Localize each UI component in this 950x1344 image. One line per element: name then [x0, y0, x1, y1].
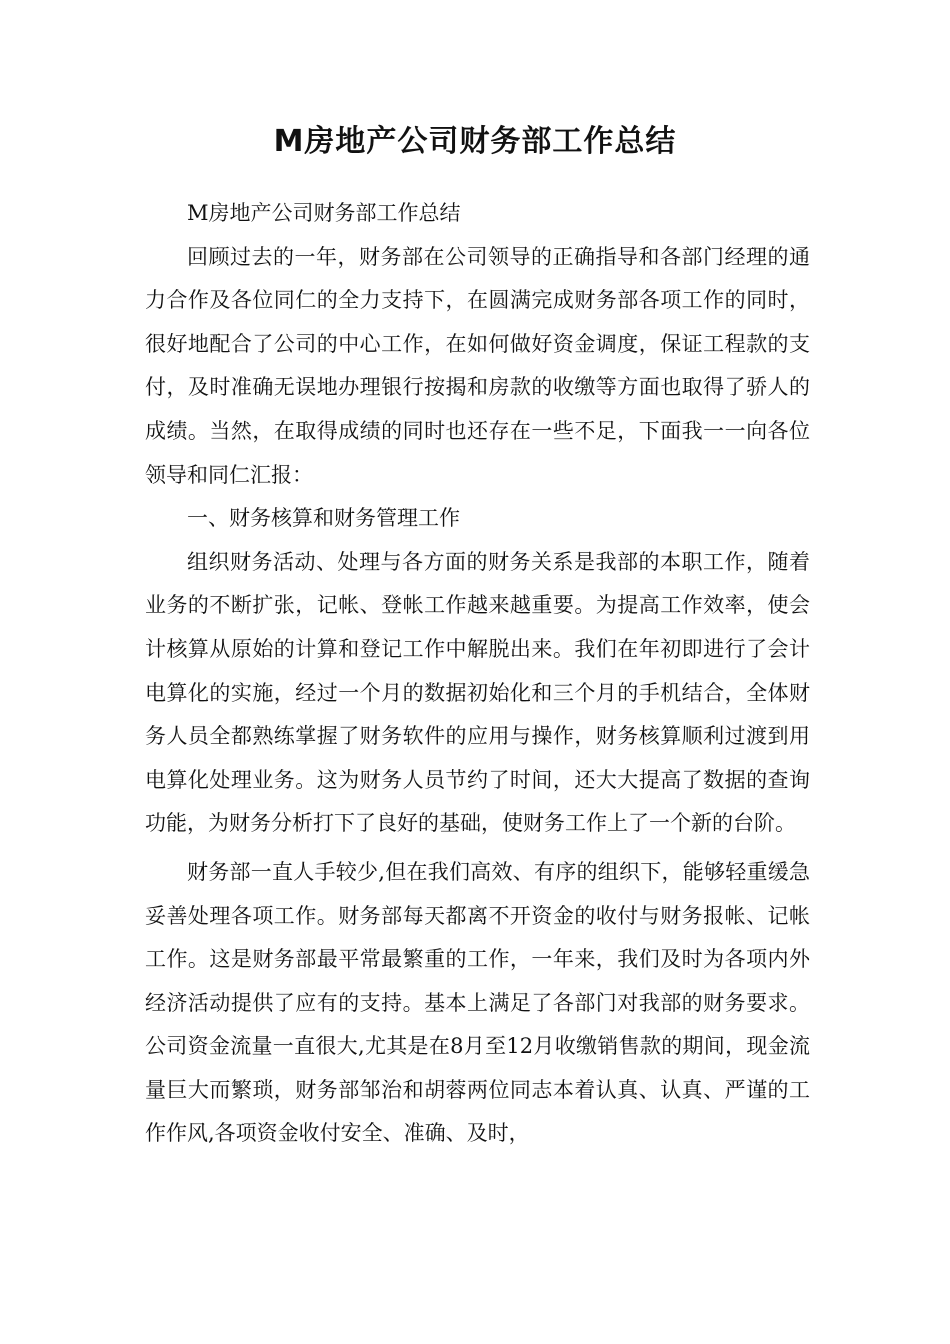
intro-paragraph: 回顾过去的一年，财务部在公司领导的正确指导和各部门经理的通力合作及各位同仁的全力支持下，在圆满完成财务部各项工作的同时，很好地配合了公司的中心工作，在如何做好资金调度，保证工程款的支付，及时准确无误地办理银行按揭和房款的收缴等方面也取得了骄人的成绩。当然，在取得成绩的同时也还存在一些不足，下面我一一向各位领导和同仁汇报：: [145, 244, 810, 487]
staffing-paragraph: 财务部一直人手较少,但在我们高效、有序的组织下，能够轻重缓急妥善处理各项工作。财务部每天都离不开资金的收付与财务报帐、记帐工作。这是财务部最平常最繁重的工作，一年来，我们及时为各项内外经济活动提供了应有的支持。基本上满足了各部门对我部的财务要求。公司资金流量一直很大,尤其是在8月至12月收缴销售款的期间，现金流量巨大而繁琐，财务部邹治和胡蓉两位同志本着认真、认真、严谨的工作作风,各项资金收付安全、准确、及时，: [145, 859, 810, 1146]
document-body: [145, 192, 810, 1156]
subtitle-paragraph: M房地产公司财务部工作总结: [187, 201, 461, 225]
section-heading: 一、财务核算和财务管理工作: [187, 506, 460, 531]
accounting-paragraph: 组织财务活动、处理与各方面的财务关系是我部的本职工作，随着业务的不断扩张，记帐、登帐工作越来越重要。为提高工作效率，使会计核算从原始的计算和登记工作中解脱出来。我们在年初即进行了会计电算化的实施，经过一个月的数据初始化和三个月的手机结合，全体财务人员全都熟练掌握了财务软件的应用与操作，财务核算顺利过渡到用电算化处理业务。这为财务人员节约了时间，还大大提高了数据的查询功能，为财务分析打下了良好的基础，使财务工作上了一个新的台阶。: [145, 549, 810, 836]
document-title: M房地产公司财务部工作总结: [273, 124, 677, 159]
